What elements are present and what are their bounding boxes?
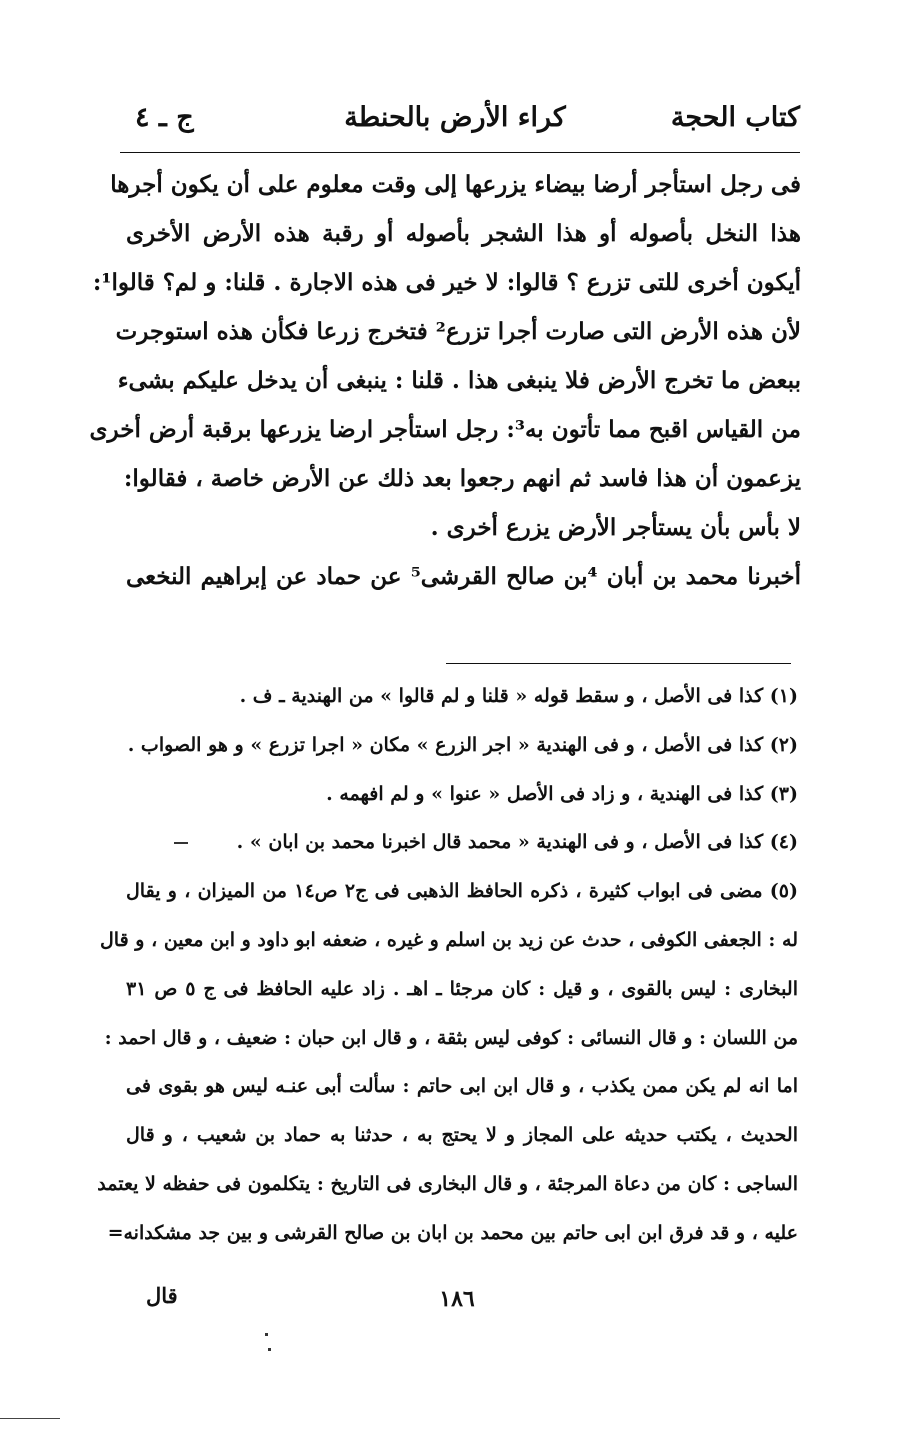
footnote-1: (١) كذا فى الأصل ، و سقط قوله « قلنا و لم قالوا » من الهندية ـ ف .: [239, 685, 798, 707]
text-line: فى رجل استأجر أرضا بيضاء يزرعها إلى وقت معلوم على أن يكون أجرها: [110, 171, 801, 198]
footnote-5-line: الحديث ، يكتب حديثه على المجاز و لا يحتج به ، حدثنا به حماد بن شعيب ، و قال: [126, 1124, 798, 1147]
scan-edge-line: [0, 1418, 60, 1419]
text-line: من القياس اقبح مما تأتون به³: رجل استأجر ارضا يزرعها برقبة أرض أخرى: [89, 416, 801, 443]
header-divider: [120, 152, 800, 153]
running-header: [110, 102, 800, 146]
footnote-divider: [446, 663, 791, 664]
text-line: أيكون أخرى للتى تزرع ؟ قالوا: لا خير فى هذه الاجارة . قلنا: و لم؟ قالوا¹:: [92, 269, 801, 296]
footnote-4: (٤) كذا فى الأصل ، و فى الهندية « محمد قال اخبرنا محمد بن ابان » .: [236, 831, 798, 854]
footnote-5-line: اما انه لم يكن ممن يكذب ، و قال ابن ابى حاتم : سألت أبى عنـه ليس هو بقوى فى: [126, 1075, 798, 1098]
scan-speck: [174, 842, 188, 844]
text-line: ببعض ما تخرج الأرض فلا ينبغى هذا . قلنا : ينبغى أن يدخل عليكم بشىء: [117, 367, 801, 394]
main-text: [89, 160, 801, 601]
text-line: لا بأس بأن يستأجر الأرض يزرع أخرى .: [430, 514, 801, 541]
footnote-3: (٣) كذا فى الهندية ، و زاد فى الأصل « عنوا » و لم افهمه .: [326, 782, 798, 805]
footnote-5-line: البخارى : ليس بالقوى ، و قيل : كان مرجئا ـ اهـ . زاد عليه الحافظ فى ج ٥ ص ٣١: [126, 977, 798, 1000]
footnote-5-line: عليه ، و قد فرق ابن ابى حاتم بين محمد بن ابان بن صالح القرشى و بين جد مشكدانه=: [107, 1221, 798, 1244]
footnotes: [97, 672, 798, 1258]
chapter-title: كراء الأرض بالحنطة: [344, 102, 566, 133]
footnote-5-line: الساجى : كان من دعاة المرجئة ، و قال البخارى فى التاريخ : يتكلمون فى حفظه لا يعتمد: [97, 1172, 798, 1195]
book-title: كتاب الحجة: [670, 102, 800, 133]
page-number: ١٨٦: [439, 1286, 475, 1312]
text-line: لأن هذه الأرض التى صارت أجرا تزرع² فتخرج زرعا فكأن هذه استوجرت: [115, 318, 801, 345]
footnote-5-line: من اللسان : و قال النسائى : كوفى ليس بثقة ، و قال ابن حبان : ضعيف ، و قال احمد :: [104, 1026, 798, 1049]
scan-speck: [268, 1348, 271, 1351]
text-line: يزعمون أن هذا فاسد ثم انهم رجعوا بعد ذلك عن الأرض خاصة ، فقالوا:: [123, 465, 801, 492]
text-line: أخبرنا محمد بن أبان ⁴بن صالح القرشى⁵ عن حماد عن إبراهيم النخعى: [126, 563, 801, 590]
footnote-5-line: (٥) مضى فى ابواب كثيرة ، ذكره الحافظ الذهبى فى ج٢ ص١٤ من الميزان ، و يقال: [126, 880, 798, 903]
volume-label: ج ـ ٤: [135, 102, 194, 133]
scan-speck: [265, 1333, 268, 1336]
catchword: قال: [146, 1283, 178, 1308]
footnote-2: (٢) كذا فى الأصل ، و فى الهندية « اجر الزرع » مكان « اجرا تزرع » و هو الصواب .: [127, 733, 798, 756]
text-line: هذا النخل بأصوله أو هذا الشجر بأصوله أو رقبة هذه الأرض الأخرى: [126, 220, 801, 247]
footnote-5-line: له : الجعفى الكوفى ، حدث عن زيد بن اسلم و غيره ، ضعفه ابو داود و ابن معين ، و قال: [100, 928, 798, 951]
